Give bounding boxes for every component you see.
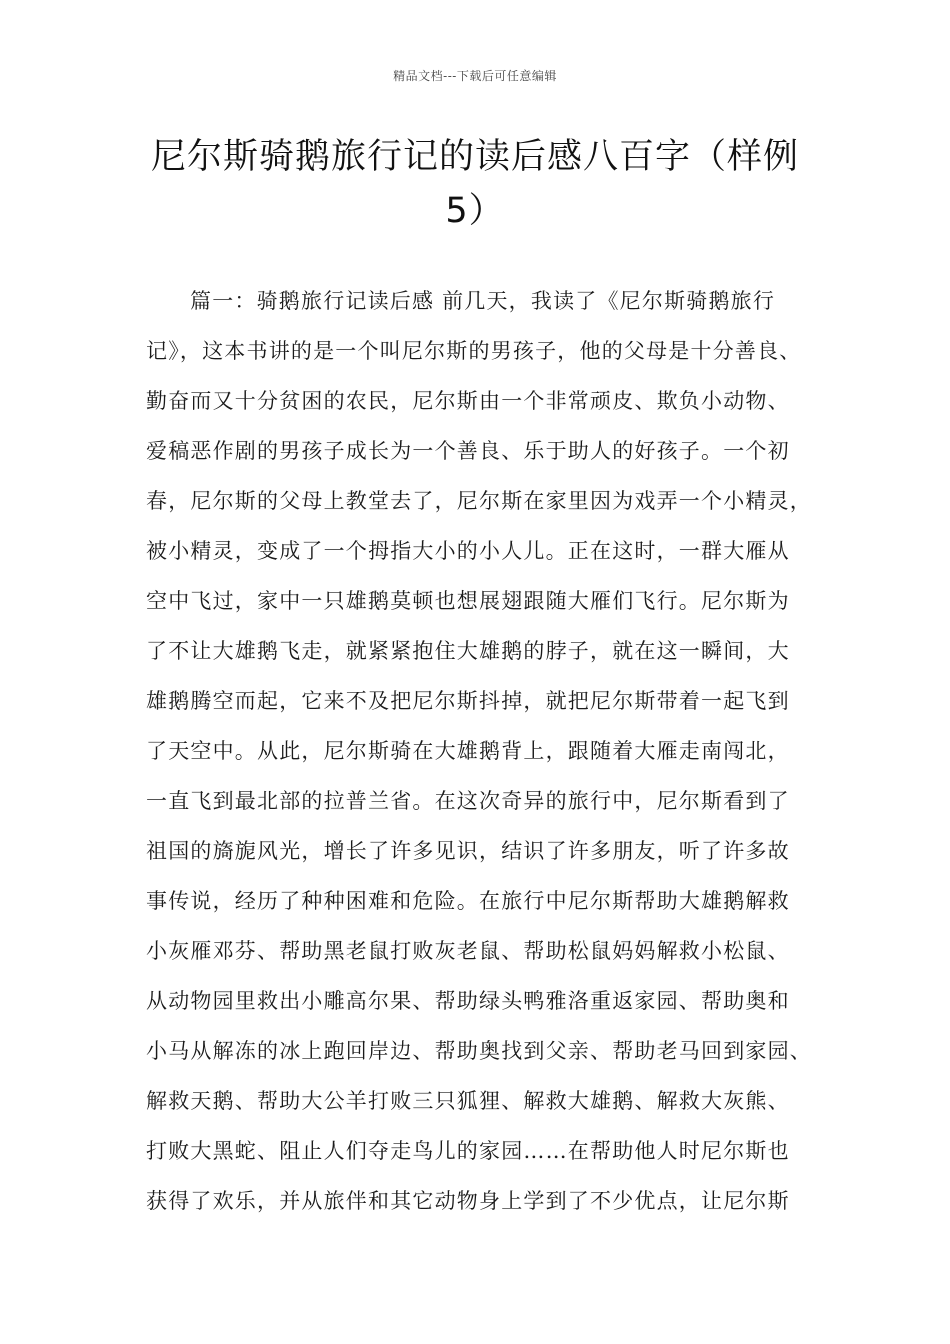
body-line: 小灰雁邓芬、帮助黑老鼠打败灰老鼠、帮助松鼠妈妈解救小松鼠、 — [146, 939, 790, 963]
body-line: 记》，这本书讲的是一个叫尼尔斯的男孩子，他的父母是十分善良、 — [146, 339, 802, 363]
body-line: 了天空中。从此，尼尔斯骑在大雄鹅背上，跟随着大雁走南闯北， — [146, 739, 790, 763]
body-line: 爱稿恶作剧的男孩子成长为一个善良、乐于助人的好孩子。一个初 — [146, 439, 790, 463]
body-line: 获得了欢乐，并从旅伴和其它动物身上学到了不少优点，让尼尔斯 — [146, 1189, 790, 1213]
body-line: 了不让大雄鹅飞走，就紧紧抱住大雄鹅的脖子，就在这一瞬间，大 — [146, 639, 790, 663]
document-title: 尼尔斯骑鹅旅行记的读后感八百字（样例5） — [150, 137, 799, 231]
body-line: 被小精灵，变成了一个拇指大小的小人儿。正在这时，一群大雁从 — [146, 539, 790, 563]
body-line: 从动物园里救出小雕高尔果、帮助绿头鸭雅洛重返家园、帮助奥和 — [146, 989, 790, 1013]
body-line: 打败大黑蛇、阻止人们夺走鸟儿的家园……在帮助他人时尼尔斯也 — [146, 1139, 790, 1163]
body-line: 雄鹅腾空而起，它来不及把尼尔斯抖掉，就把尼尔斯带着一起飞到 — [146, 689, 790, 713]
body-line: 一直飞到最北部的拉普兰省。在这次奇异的旅行中，尼尔斯看到了 — [146, 789, 790, 813]
body-line: 勤奋而又十分贫困的农民，尼尔斯由一个非常顽皮、欺负小动物、 — [146, 389, 790, 413]
body-line: 篇一：骑鹅旅行记读后感 前几天，我读了《尼尔斯骑鹅旅行 — [190, 289, 776, 313]
body-line: 春，尼尔斯的父母上教堂去了，尼尔斯在家里因为戏弄一个小精灵， — [146, 489, 812, 513]
body-line: 祖国的旖旎风光，增长了许多见识，结识了许多朋友，听了许多故 — [146, 839, 790, 863]
body-line: 解救天鹅、帮助大公羊打败三只狐狸、解救大雄鹅、解救大灰熊、 — [146, 1089, 790, 1113]
body-line: 事传说，经历了种种困难和危险。在旅行中尼尔斯帮助大雄鹅解救 — [146, 889, 790, 913]
body-line: 小马从解冻的冰上跑回岸边、帮助奥找到父亲、帮助老马回到家园、 — [146, 1039, 812, 1063]
body-line: 空中飞过，家中一只雄鹅莫顿也想展翅跟随大雁们飞行。尼尔斯为 — [146, 589, 790, 613]
body-paragraph — [146, 286, 826, 1236]
header-note: 精品文档---下载后可任意编辑 — [393, 69, 557, 83]
